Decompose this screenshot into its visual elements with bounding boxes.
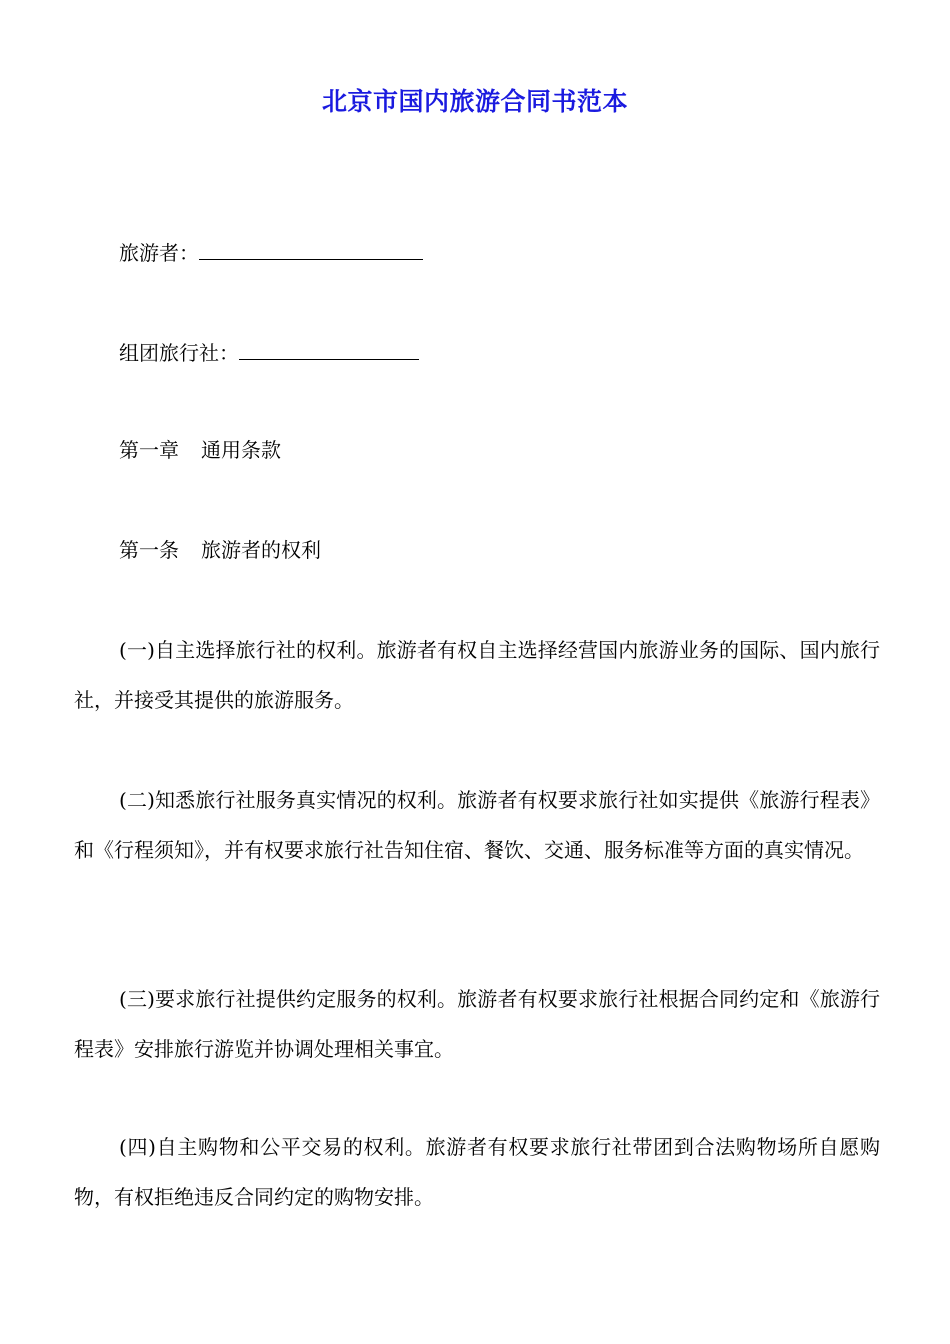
document-title: 北京市国内旅游合同书范本 xyxy=(321,87,628,116)
paragraph-2: (二)知悉旅行社服务真实情况的权利。旅游者有权要求旅行社如实提供《旅游行程表》和《行程须知》，并有权要求旅行社告知住宿、餐饮、交通、服务标准等方面的真实情况。 xyxy=(74,788,880,862)
tourist-label: 旅游者： xyxy=(119,241,199,265)
agency-blank-line[interactable] xyxy=(239,337,419,360)
chapter-number: 第一章 xyxy=(119,438,179,462)
tourist-field xyxy=(119,237,423,268)
agency-label: 组团旅行社： xyxy=(119,341,239,365)
paragraph-4: (四)自主购物和公平交易的权利。旅游者有权要求旅行社带团到合法购物场所自愿购物，有权拒绝违反合同约定的购物安排。 xyxy=(74,1135,880,1209)
chapter-name: 通用条款 xyxy=(201,438,281,462)
paragraph-3: (三)要求旅行社提供约定服务的权利。旅游者有权要求旅行社根据合同约定和《旅游行程表》安排旅行游览并协调处理相关事宜。 xyxy=(74,987,880,1061)
article-name: 旅游者的权利 xyxy=(201,538,321,562)
article-heading xyxy=(119,535,321,565)
tourist-blank-line[interactable] xyxy=(199,237,423,260)
agency-field xyxy=(119,337,419,368)
paragraph-1: (一)自主选择旅行社的权利。旅游者有权自主选择经营国内旅游业务的国际、国内旅行社，并接受其提供的旅游服务。 xyxy=(74,638,880,712)
article-number: 第一条 xyxy=(119,538,179,562)
chapter-heading xyxy=(119,435,281,465)
